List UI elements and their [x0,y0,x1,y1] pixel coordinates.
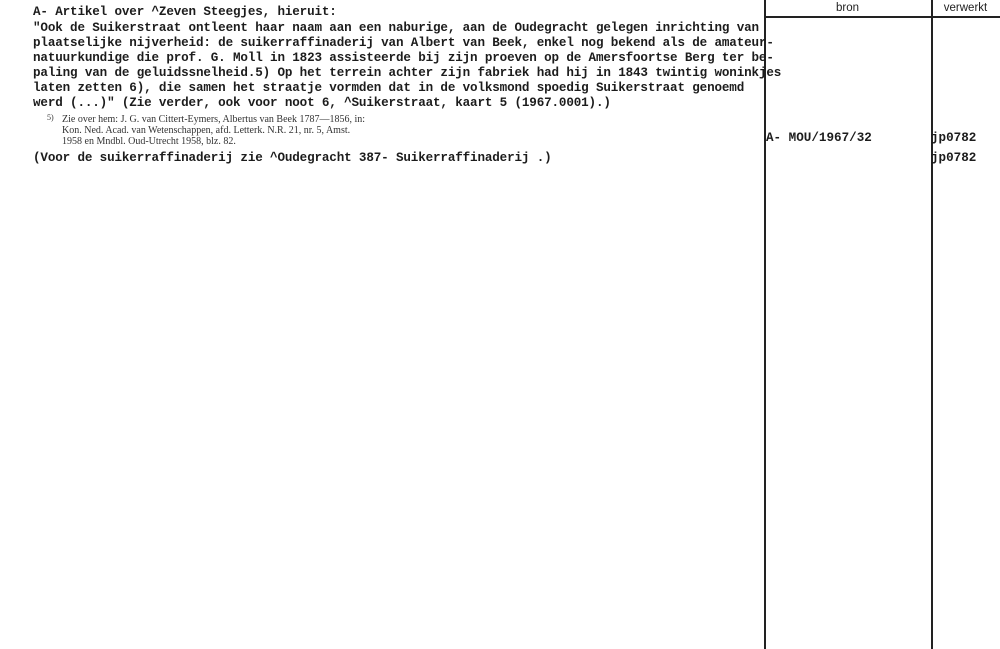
footnote-marker: 5) [47,113,54,122]
entry-verwerkt: jp0782 [931,151,977,165]
text-line-6: laten zetten 6), die samen het straatje vormden dat in de volksmond spoedig Suikerstraat genoemd [33,81,745,95]
text-line-5: paling van de geluidssnelheid.5) Op het terrein achter zijn fabriek had hij in 1843 twintig woninkjes [33,66,782,80]
text-line-7: werd (...)" (Zie verder, ook voor noot 6, ^Suikerstraat, kaart 5 (1967.0001).) [33,96,611,110]
header-rule [764,16,1000,18]
entry-bron: A- MOU/1967/32 [766,131,872,145]
footnote-line-3: 1958 en Mndbl. Oud-Utrecht 1958, blz. 82. [62,136,236,147]
verwerkt-header: verwerkt [943,2,988,14]
note-line: (Voor de suikerraffinaderij zie ^Oudegracht 387- Suikerraffinaderij .) [33,151,552,165]
footnote-line-2: Kon. Ned. Acad. van Wetenschappen, afd. Letterk. N.R. 21, nr. 5, Amst. [62,125,351,136]
text-line-2: "Ook de Suikerstraat ontleent haar naam aan een naburige, aan de Oudegracht gelegen inrichting van [33,21,759,35]
text-line-3: plaatselijke nijverheid: de suikerraffinaderij van Albert van Beek, enkel nog bekend als de amateur- [33,36,774,50]
bron-header: bron [835,2,860,14]
entry-verwerkt: jp0782 [931,131,977,145]
text-line-4: natuurkundige die prof. G. Moll in 1823 assisteerde bij zijn proeven op de Amersfoortse Berg ter be- [33,51,774,65]
bron-column-divider [764,0,766,649]
text-line-1: A- Artikel over ^Zeven Steegjes, hieruit: [33,5,337,19]
footnote-line-1: Zie over hem: J. G. van Cittert-Eymers, Albertus van Beek 1787—1856, in: [62,114,365,125]
verwerkt-column-divider [931,0,933,649]
